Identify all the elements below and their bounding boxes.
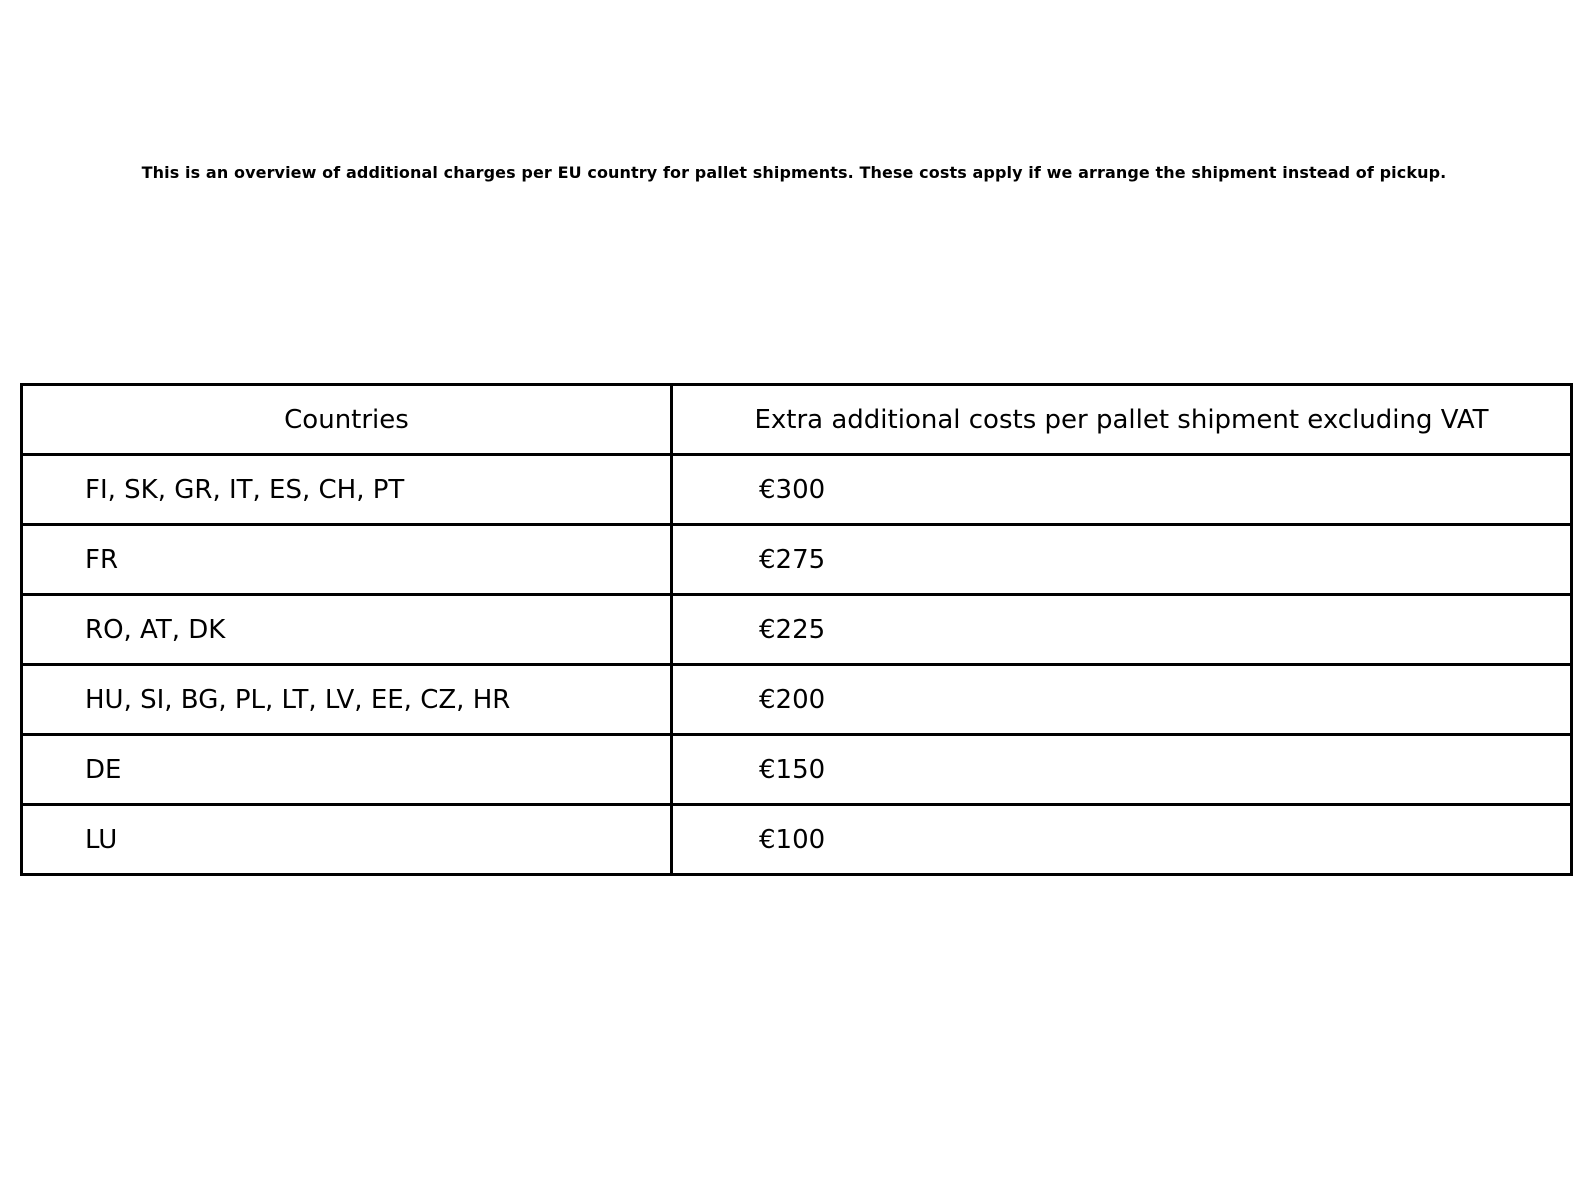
table-row <box>22 735 1572 805</box>
table-row <box>22 805 1572 875</box>
costs-column-header: Extra additional costs per pallet shipment excluding VAT <box>672 385 1572 455</box>
table-row <box>22 665 1572 735</box>
cost-cell: €100 <box>672 805 1572 875</box>
countries-cell: RO, AT, DK <box>22 595 672 665</box>
cost-cell: €275 <box>672 525 1572 595</box>
cost-cell: €150 <box>672 735 1572 805</box>
countries-cell: FR <box>22 525 672 595</box>
countries-cell: HU, SI, BG, PL, LT, LV, EE, CZ, HR <box>22 665 672 735</box>
countries-cell: DE <box>22 735 672 805</box>
table-row <box>22 455 1572 525</box>
table-row <box>22 595 1572 665</box>
cost-cell: €200 <box>672 665 1572 735</box>
cost-cell: €300 <box>672 455 1572 525</box>
table-body <box>22 455 1572 875</box>
charges-table <box>20 383 1573 876</box>
cost-cell: €225 <box>672 595 1572 665</box>
header-row <box>22 385 1572 455</box>
countries-column-header: Countries <box>22 385 672 455</box>
table-row <box>22 525 1572 595</box>
intro-note: This is an overview of additional charges per EU country for pallet shipments. These costs apply if we arrange the shipment instead of pickup. <box>141 163 1447 182</box>
countries-cell: LU <box>22 805 672 875</box>
countries-cell: FI, SK, GR, IT, ES, CH, PT <box>22 455 672 525</box>
